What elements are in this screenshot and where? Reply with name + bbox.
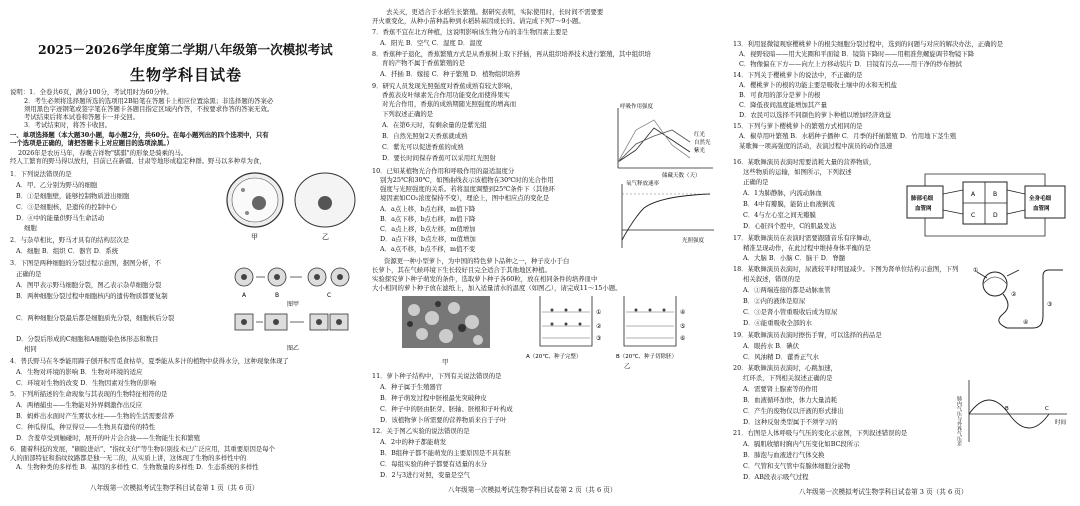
cell-division-diagram — [232, 262, 357, 357]
option: A．1为肺静脉，内流动脉血 — [743, 189, 822, 197]
question-17: 17．某歌舞演员在表演时需要跟随音乐有序舞动， — [733, 234, 876, 242]
option: D．2与3进行对照，变量是空气 — [380, 471, 470, 479]
passage-line: 资源更一种小型萝卜，为中国的特色萝卜品种之一，种子皮小于白 — [384, 257, 570, 265]
option: B．蚂蚱出水面时产生雾状水柱——生物的生活需要营养 — [16, 412, 175, 420]
svg-text:B: B — [1005, 406, 1009, 412]
option: D．AB段表示吸气过程 — [743, 473, 809, 481]
option: A．a点不移，b点不移，m值不变 — [380, 245, 476, 253]
question-21: 21．右图是人体呼吸与气压的变化示意图，下列叙述错误的是 — [733, 429, 908, 437]
svg-text:②: ② — [1011, 291, 1017, 298]
exam-subtitle: 生物学科目试卷 — [130, 66, 243, 84]
svg-text:呼吸作用强度: 呼吸作用强度 — [620, 104, 654, 110]
pressure-chart — [956, 376, 1071, 446]
beaker-experiment — [522, 292, 712, 362]
question-14: 14．下列关于樱桃萝卜的说法中，不正确的是 — [733, 71, 863, 79]
question-6-cont: 人的面部特征和指纹纹路都是独一无二的，从实质上讲，这体现了生物的多样性中的 — [10, 454, 247, 462]
question-8: 8．香蕉种子退化，香蕉繁殖方式是从香蕉树上取下扦插，再从组织培养技术进行繁殖，其中组织培 — [372, 50, 651, 58]
page-footer: 八年级第一次模拟考试生物学科目试卷第 2 页（共 6 页） — [448, 486, 617, 494]
svg-text:A: A — [242, 292, 247, 299]
option: A．①两端连接的都是动脉血管 — [743, 286, 831, 294]
option: B．种子萌发过程中胚根最先突破种皮 — [380, 394, 487, 402]
option: C．每组实验的种子都要有适量的水分 — [380, 460, 488, 468]
question-7: 7．香蕉不宜在北方种植，这说明影响该生物分布的非生物因素主要是 — [372, 28, 568, 36]
question-1: 1．下列说法错误的是 — [10, 170, 72, 178]
question-5: 5．下列所描述的生命现象与其表现的生物特征相符的是 — [10, 390, 168, 398]
question-3: 3．下图是两种细胞的分裂过程示意图，据图分析，不 — [10, 259, 162, 267]
section-header: 一个选项是正确的，请把答题卡上对应题目的选项涂黑。） — [10, 139, 173, 147]
instruction-line: 2．考生必须将选择题所选的选项用2B铅笔在答题卡上相应位置涂黑；非选择题的答案必 — [24, 97, 274, 105]
option: D．a点下移，b点左移，m值增加 — [380, 235, 476, 243]
passage-line: 2026年是农历马年，春晚吉祥物"骐骐"的形象是骑乘的马。 — [18, 149, 188, 157]
photosynthesis-chart — [610, 178, 718, 258]
question-15: 15．下列与萝卜樱桃萝卜的繁殖方式相同的是 — [733, 122, 863, 130]
svg-text:肺部毛细: 肺部毛细 — [911, 196, 934, 202]
option: D．农民可以选择不同颜色的萝卜种植以增加经济效益 — [739, 111, 892, 119]
option: A．甲、乙分别为野马的细胞 — [16, 181, 98, 189]
option-cont: 相同 — [24, 345, 37, 353]
instruction-line: 须用黑色字迹钢笔或签字笔在答题卡各题目指定区域内作答，不按要求作答的答案无效。 — [24, 105, 274, 113]
instruction-line: 说明：1．全卷共6页，满分100分，考试用时为60分钟。 — [10, 88, 173, 96]
option: D．④能重吸收全部的水 — [743, 319, 813, 327]
option: C．降低夜间温度能增加其产量 — [739, 101, 827, 109]
svg-text:B: B — [993, 191, 998, 198]
passage-line: 大小相同的萝卜种子放在滤纸上，加入适量清水的温度（如图乙），请完成11～15小题。 — [372, 284, 622, 292]
cell-diagram — [225, 165, 360, 245]
svg-text:④: ④ — [1023, 319, 1029, 326]
svg-text:B: B — [275, 292, 280, 299]
option: A．a点上移，b点右移，m值下降 — [380, 205, 476, 213]
svg-text:时间: 时间 — [1055, 420, 1067, 426]
svg-text:①: ① — [973, 267, 979, 274]
option: D．④中的能量供野马生命活动 — [16, 214, 105, 222]
option: D．该植物萝卜所需要的营养物质来自于子叶 — [380, 416, 507, 424]
option: A．两栖捕虫——生物能对外界刺激作出反应 — [16, 401, 143, 409]
passage-line: 去关灭，更适合于水稻生长繁殖。据研究表明，实际使用时，长时间不需要要 — [386, 8, 604, 16]
option: A．在第6天时，有剩余量的是紫光组 — [382, 121, 487, 129]
passage-line: 经人工繁育的野马得以放归，目前已在新疆、甘肃等地形成稳定种群。野马以多种草为食， — [10, 157, 266, 165]
circulation-diagram — [905, 170, 1070, 242]
svg-text:③: ③ — [596, 335, 602, 342]
question-2: 2．与杂草相比，野马才具有的结构层次是 — [10, 236, 130, 244]
svg-text:C: C — [327, 292, 332, 299]
option: C．气管和支气管中有腺体细胞分泌物 — [743, 462, 851, 470]
option: B．a点下移，b点右移，m值下降 — [380, 215, 476, 223]
question-20-cont: 红环杀，下列相关叙述正确的是 — [743, 374, 833, 382]
exam-title: 2025－2026学年度第二学期八年级第一次模拟考试 — [38, 42, 333, 57]
option: A．生物种类的多样性 B．基因的多样性 C．生物数量的多样性 D．生态系统的多样性 — [16, 463, 259, 471]
option: B．B组种子都不能萌发的主要原因是不具有胚 — [380, 449, 511, 457]
question-12: 12．关于图乙实验的说法错误的是 — [372, 427, 470, 435]
svg-text:图乙: 图乙 — [287, 345, 300, 352]
question-10: 10．已知某植物光合作用和呼吸作用的最适温度分 — [372, 167, 515, 175]
option: A．阳光 B．空气 C．湿度 D．温度 — [380, 39, 483, 47]
option: B．血液循环加快，体力大量消耗 — [743, 396, 838, 404]
respiration-chart — [608, 100, 720, 180]
option: D．含羞草受到触碰时，展开的叶片会合拢——生物能生长和繁殖 — [16, 434, 201, 442]
question-17-cont: 精准呈现动作，在此过程中维持身体平衡的是 — [743, 244, 871, 252]
question-8-cont: 育的产物不属于香蕉繁殖的是 — [382, 59, 466, 67]
page-2 — [372, 0, 722, 506]
passage-line: 实验探究萝卜种子萌发的条件，选取萝卜种子各60粒，放在相同条件的培养皿中 — [372, 275, 598, 283]
option: A．视野较暗——用大光圈和平面镜 B．镜筒下降时——用粗准焦螺旋调节物镜下降 — [739, 50, 975, 58]
option: C．种瓜得瓜，种豆得豆——生物具有遗传的特性 — [16, 423, 156, 431]
question-4: 4．普氏野马在冬季能用蹄子刨开积雪觅食枯草，夏季能从多汁的植物中获得水分，这种现象体现了 — [10, 357, 289, 365]
question-18-cont: 相关叙述，错误的是 — [743, 275, 801, 283]
page-1 — [10, 0, 358, 506]
radish-photo — [402, 296, 490, 356]
option-cont: 正确的是 — [16, 270, 42, 278]
svg-text:光照强度: 光照强度 — [682, 238, 705, 244]
passage-line: 长萝卜，其在气候环境下生长较好且完全适合于其他地区种植。 — [372, 266, 551, 274]
option: A．细胞 B．组织 C．器官 D．系统 — [16, 247, 119, 255]
question-18: 18．某歌舞演员表演时，尿液较平时明显减少。下图为肾单位结构示意图，下列 — [733, 265, 959, 273]
question-16: 16．某歌舞演员表演时需要消耗大量的营养物质， — [733, 158, 876, 166]
question-16-cont: 这些物质的运输，如图所示，下列叙述 — [743, 168, 852, 176]
svg-text:自然光: 自然光 — [694, 140, 711, 146]
fig-label: 乙 — [624, 362, 631, 370]
fig-label: 乙 — [322, 233, 329, 241]
svg-text:全身毛细: 全身毛细 — [1029, 196, 1052, 202]
option: A．椒草用叶繁殖 B．水稻种子播种 C．月季的扦插繁殖 D．竹用地下茎生殖 — [739, 132, 957, 140]
question-19: 19．某歌舞演员表演时擦伤手臂，可以选择的药品是 — [733, 331, 882, 339]
option: D．心脏四个腔中，C的肌最发达 — [743, 222, 837, 230]
option: A．生物对环境的影响 B．生物对环境的适应 — [16, 368, 143, 376]
option: C．物像偏在下方——向左上方移动装片 D．目镜有污点——用干净的纱布擦拭 — [739, 60, 962, 68]
question-6: 6．随着科技的发展，"刷脸进站"、"指纹支付"等生物识别技术已广泛应用，其重要原因是每个 — [10, 445, 276, 453]
fig-label: 甲 — [251, 233, 258, 241]
option: A．膈肌收缩时胸内气压变化如BC段所示 — [743, 440, 860, 448]
svg-text:⑤: ⑤ — [680, 323, 686, 330]
option: A．大脑 B．小脑 C．脑干 D．脊髓 — [743, 254, 846, 262]
page-3 — [733, 0, 1073, 506]
instruction-line: 考试结束后将本试卷和答题卡一并交回。 — [24, 113, 140, 121]
passage-line: 开火重变化，从种小苗种品种到水稻转基因或长的。请完成下列7～9小题。 — [372, 17, 585, 25]
question-10-cont: 别为25℃和30℃，如图曲线表示该植物在30℃时的光合作用 — [380, 176, 554, 184]
option: B．②内的液体是原尿 — [743, 297, 806, 305]
option: C．产生的废物仅以汗液的形式排出 — [743, 407, 844, 415]
option: A．2中的种子都能萌发 — [380, 438, 447, 446]
option: B．4中有瓣膜，能防止血液倒流 — [743, 200, 835, 208]
question-16-cont: 正确的是 — [743, 178, 769, 186]
option: D．要长时间保存香蕉可以采用红光照射 — [382, 154, 496, 162]
option: A．种子属于生殖器官 — [380, 383, 443, 391]
option: C．环境对生物的改变 D．生物因素对生物的影响 — [16, 379, 156, 387]
option: B．自然光照射2天香蕉就成熟 — [382, 132, 468, 140]
nephron-diagram — [973, 266, 1068, 336]
instruction-line: 3．考试结束时，将答卡收回。 — [24, 121, 112, 129]
option: C．③是细胞核，是遗传的控制中心 — [16, 203, 117, 211]
svg-text:A: A — [971, 191, 976, 198]
svg-text:D: D — [993, 212, 998, 219]
svg-text:①: ① — [596, 309, 602, 316]
svg-text:储藏天数（天）: 储藏天数（天） — [662, 173, 701, 179]
svg-text:紫光: 紫光 — [694, 148, 706, 154]
question-20: 20．某歌舞演员表演时，心跳加速， — [733, 364, 837, 372]
option: C．4与左心室之间无瓣膜 — [743, 211, 816, 219]
section-header: 一、单项选择题（本大题30小题，每小题2分，共60分。在每小题列出的四个选项中，只有 — [10, 131, 269, 139]
option: D．分裂后形成的C细胞和A细胞染色体形态和数目 — [16, 335, 159, 343]
page-footer: 八年级第一次模拟考试生物学科目试卷第 1 页（共 6 页） — [90, 484, 259, 492]
option: A．图甲表示野马细胞分裂，图乙表示杂草细胞分裂 — [16, 281, 162, 289]
fig-label: 甲 — [442, 358, 449, 366]
option: A．眼药水 B．碘伏 — [743, 342, 800, 350]
svg-text:肺内气压与外界气压差: 肺内气压与外界气压差 — [956, 396, 962, 446]
option: B．可食用的部分是萝卜的根 — [739, 91, 821, 99]
page-footer: 八年级第一次模拟考试生物学科目试卷第 3 页（共 6 页） — [799, 488, 968, 496]
option: C．紫光可以促进香蕉的成熟 — [382, 143, 464, 151]
svg-text:B（20℃、种子切除胚）: B（20℃、种子切除胚） — [616, 354, 677, 360]
option: C．③是肾小管重吸收后成为原尿 — [743, 308, 838, 316]
option: B．肺泡与血液进行气体交换 — [743, 451, 825, 459]
question-10-cont: 强度与光照强度的关系。若将温度调整到25℃条件下（其他环 — [380, 185, 556, 193]
question-9: 9．研究人员发现光照强度对香蕉成熟有较大影响， — [372, 82, 517, 90]
option: B．两种细胞分裂过程中细胞核内的遗传物质都要复制 — [16, 292, 168, 300]
option: C．a点上移，b点左移，m值增加 — [380, 225, 476, 233]
svg-text:⑥: ⑥ — [680, 335, 686, 342]
question-9-cont: 下列叙述正确的是 — [382, 110, 434, 118]
passage-line: 某歌舞一项高强度的活动，表演过程中演员的动作迅速 — [739, 142, 893, 150]
svg-text:氧气释放速率: 氧气释放速率 — [626, 181, 660, 187]
option: B．①是细胞壁，能够控制物质进出细胞 — [16, 192, 130, 200]
option: A．需要肾上腺素等的作用 — [743, 385, 818, 393]
question-11: 11．萝卜种子结构中，下列有关说法错误的是 — [372, 372, 502, 380]
svg-text:②: ② — [596, 323, 602, 330]
option: A．扦插 B．嫁接 C．种子繁殖 D．植物组织培养 — [380, 70, 521, 78]
question-13: 13．利用显微镜观察樱桃萝卜的根尖细胞分裂过程中，选到的问题与对应的解决办法，正确的是 — [733, 40, 1004, 48]
question-10-cont: 境因素如CO₂浓度保持不变），理论上，图中相应点的变化是 — [380, 194, 550, 202]
option: C．风油精 D．藿香正气水 — [743, 353, 819, 361]
option: A．樱桃萝卜的根的功能主要是吸收土壤中的水和无机盐 — [739, 81, 897, 89]
question-9-cont: 对光合作用，香蕉的成熟期随光照强度的增高而 — [382, 100, 517, 108]
option-cont: 细胞 — [24, 224, 37, 232]
svg-text:④: ④ — [680, 309, 686, 316]
svg-text:A（20℃、种子完整）: A（20℃、种子完整） — [526, 354, 582, 360]
svg-text:血管网: 血管网 — [1033, 206, 1050, 212]
svg-text:③: ③ — [1047, 301, 1053, 308]
svg-text:红光: 红光 — [694, 132, 706, 138]
option: C．种子中的胚由胚芽、胚轴、胚根和子叶构成 — [380, 405, 513, 413]
svg-text:图甲: 图甲 — [287, 301, 300, 308]
svg-text:C: C — [971, 212, 976, 219]
svg-text:血管网: 血管网 — [915, 206, 932, 212]
question-9-cont: 香蕉表皮叶绿素光合作用功能变化而使得果实 — [382, 91, 510, 99]
option: C．两种细胞分裂最后都是细胞质先分裂，细胞核后分裂 — [16, 314, 175, 322]
option: D．这种反射类型属于不须学习的 — [743, 418, 838, 426]
svg-text:C: C — [1045, 406, 1049, 412]
